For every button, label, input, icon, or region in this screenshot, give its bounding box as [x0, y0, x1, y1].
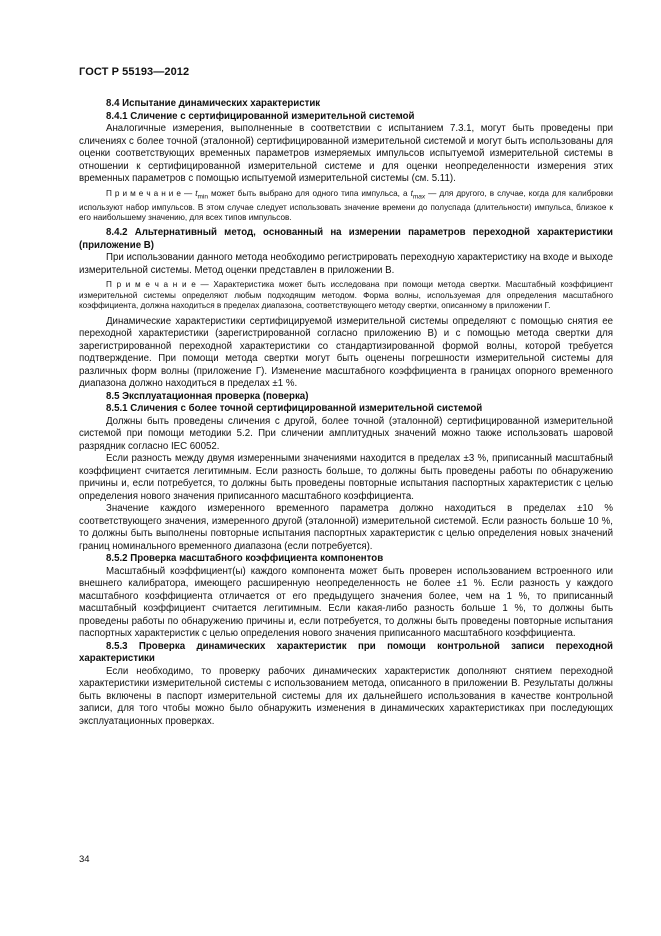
note-subscript-min: min [197, 193, 208, 201]
section-8-5-1-paragraph-1: Должны быть проведены сличения с другой, более точной (эталонной) сертифицированной измерительной системой при помощи методики 5.2. При сличении амплитудных значений можно также использовать шаровой разрядник согласно IEC 60052. [79, 415, 613, 452]
section-8-4-2-paragraph-2: Динамические характеристики сертифицируемой измерительной системы определяют с помощью снятия ее переходной характеристики (зарегистрированной согласно приложению В) и с помощью метода свертки для зарегистрированной переходной характеристики со стандартизированной формой волны, которой требуется подтверждение. При помощи метода свертки могут быть оценены погрешности измерительной системы для различных форм волны (приложение Г). Изменение масштабного коэффициента в границах опорного временного диапазона должно находиться в пределах ±1 %. [79, 315, 613, 390]
note-lead: П р и м е ч а н и е — [106, 188, 196, 198]
note-symbol-tmin: t [195, 188, 198, 198]
section-8-5-2-heading: 8.5.2 Проверка масштабного коэффициента компонентов [106, 553, 384, 565]
section-8-4-1-paragraph: Аналогичные измерения, выполненные в соответствии с испытанием 7.3.1, могут быть проведены при сличениях с более точной (эталонной) сертифицированной измерительной системой и могут быть использованы для оценки соответствующих временных параметров измеряемых импульсов испытуемой измерительной системы в отношении к сертифицированной измерительной системе и для оценки неопределенности измерения этих временных параметров с помощью испытуемой измерительной системы (см. 5.11). [79, 123, 613, 184]
section-8-4-2-paragraph-1: При использовании данного метода необходимо регистрировать переходную характеристику на входе и выходе измерительной системы. Метод оценки представлен в приложении В. [79, 252, 613, 276]
section-8-5-1-paragraph-3: Значение каждого измеренного временного параметра должно находиться в пределах ±10 % соответствующего значения, измеренного другой (эталонной) измерительной системой. Если разность больше 10 %, то должны быть выполнены повторные испытания паспортных характеристик с целью определения новых значений границ номинального временного диапазона (если потребуется). [79, 503, 613, 552]
section-8-4-1-heading: 8.4.1 Сличение с сертифицированной измерительной системой [106, 110, 415, 122]
section-8-5-1-paragraph-2: Если разность между двумя измеренными значениями находится в пределах ±3 %, приписанный масштабный коэффициент считается легитимным. Если разность больше, то должны быть проведены работы по обнаружению причины и, если потребуется, то должны быть проведены повторные испытания паспортных характеристик с целью определения нового значения приписанного масштабного коэффициента. [79, 453, 613, 502]
note-tail: — для другого, в случае, когда для калибровки используют набор импульсов. В этом случае следует использовать значение времени до полуспада (длительности) импульса, близкое к его наибольшему значению, для всех типов импульсов. [79, 188, 613, 222]
note-symbol-tmax: t [410, 188, 413, 198]
section-8-4-heading: 8.4 Испытание динамических характеристик [106, 98, 321, 109]
note-subscript-max: max [412, 193, 426, 201]
section-8-4-2-heading: 8.4.2 Альтернативный метод, основанный на измерении параметров переходной характеристики (приложение В) [79, 227, 613, 251]
document-body [79, 98, 613, 728]
document-header: ГОСТ Р 55193—2012 [79, 66, 190, 78]
section-8-5-3-heading: 8.5.3 Проверка динамических характеристик при помощи контрольной записи переходной характеристики [79, 640, 613, 665]
section-8-4-1-note [79, 189, 613, 224]
section-8-5-3-paragraph: Если необходимо, то проверку рабочих динамических характеристик дополняют снятием переходной характеристики измерительной системы с использованием метода, описанного в приложении В. Результаты должны быть включены в паспорт измерительной системы для их дальнейшего использования в качестве контрольной записи, для того чтобы можно было обнаружить изменения в динамических характеристиках при последующих эксплуатационных проверках. [79, 665, 613, 727]
note-middle: может быть выбрано для одного типа импульса, а [208, 188, 411, 198]
section-8-5-heading: 8.5 Эксплуатационная проверка (поверка) [106, 390, 309, 402]
section-8-5-2-paragraph: Масштабный коэффициент(ы) каждого компонента может быть проверен использованием встроенного или внешнего калибратора, имеющего расширенную неопределенность не более ±1 %. Если разность у каждого масштабного коэффициента отличается от его предыдущего значения более, чем на 1 %, то приписанный масштабный коэффициент считается легитимным. Если какая-либо разность больше 1 %, то должны быть проведены работы по обнаружению причины и, если потребуется, то должны быть проведены повторные испытания паспортных характеристик с целью определения нового значения приписанного масштабного коэффициента. [79, 565, 613, 640]
page-number: 34 [79, 854, 90, 865]
section-8-4-2-note: П р и м е ч а н и е — Характеристика может быть исследована при помощи метода свертки. Масштабный коэффициент измерительной системы определяют любым подходящим методом. Форма волны, используемая для определения масштабного коэффициента, должна находиться в пределах диапазона, соответствующего методу свертки, описанному в приложении Г. [79, 280, 613, 311]
section-8-5-1-heading: 8.5.1 Сличения с более точной сертифицированной измерительной системой [106, 403, 483, 415]
